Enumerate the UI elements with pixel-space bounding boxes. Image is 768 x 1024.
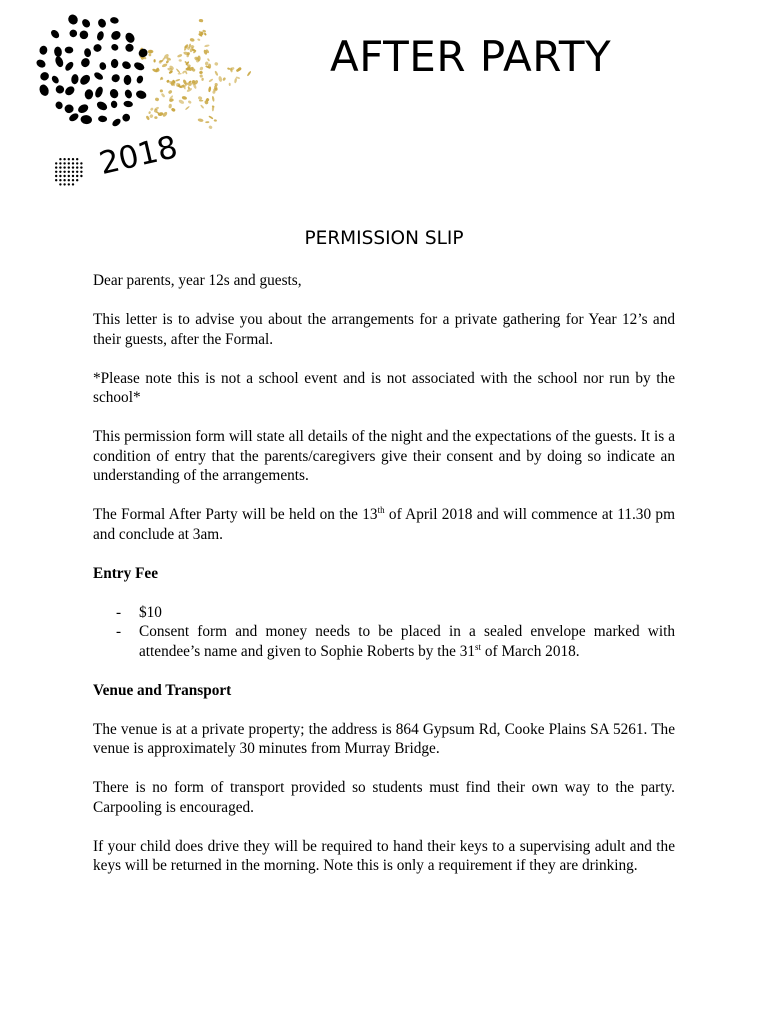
- star-speckle: [199, 74, 203, 78]
- black-dot: [93, 44, 102, 53]
- small-dot: [80, 171, 82, 173]
- year-label: 2018: [95, 129, 181, 182]
- entry-fee-list: [93, 603, 675, 662]
- black-dot: [124, 89, 133, 100]
- small-dot: [59, 183, 61, 185]
- small-dot: [55, 179, 57, 181]
- small-dot: [72, 175, 74, 177]
- star-speckle: [212, 96, 215, 102]
- consent-text-rest: of March 2018.: [481, 642, 580, 660]
- black-dot: [77, 103, 90, 115]
- permission-slip-heading: PERMISSION SLIP: [304, 228, 464, 249]
- star-speckle: [201, 78, 204, 81]
- small-dot: [68, 158, 70, 160]
- gold-star-icon: [139, 19, 252, 130]
- black-dot: [97, 18, 108, 29]
- black-dot: [98, 115, 108, 122]
- fee-amount: $10: [139, 603, 162, 621]
- star-speckle: [185, 106, 190, 111]
- small-dot: [63, 158, 65, 160]
- star-speckle: [153, 59, 155, 62]
- list-item: [93, 622, 675, 661]
- small-dot: [72, 162, 74, 164]
- black-dot: [110, 17, 120, 25]
- star-speckle: [179, 59, 182, 62]
- black-dot: [123, 100, 133, 107]
- star-speckle: [148, 53, 151, 56]
- star-speckle: [177, 54, 183, 58]
- small-dot: [63, 171, 65, 173]
- star-speckle: [148, 50, 154, 54]
- black-dot: [125, 43, 134, 52]
- small-dot: [55, 166, 57, 168]
- black-dot: [54, 100, 64, 110]
- small-dot: [55, 162, 57, 164]
- star-speckle: [214, 119, 218, 122]
- small-dot: [55, 171, 57, 173]
- star-speckle: [184, 70, 187, 74]
- black-dot: [64, 60, 75, 72]
- black-dot: [136, 75, 145, 85]
- small-dot: [63, 179, 65, 181]
- small-dot: [68, 175, 70, 177]
- small-dot: [76, 158, 78, 160]
- black-dot: [111, 117, 122, 128]
- small-dot: [68, 183, 70, 185]
- star-speckle: [200, 104, 204, 109]
- star-speckle: [199, 66, 204, 71]
- keys-paragraph: If your child does drive they will be required to hand their keys to a supervising adult and the keys will be returned in the morning. Note this is only a requirement if they are drinking.: [93, 837, 675, 874]
- small-dot: [76, 162, 78, 164]
- letter-body: [93, 271, 675, 895]
- consent-text: Consent form and money needs to be placed in a sealed envelope marked with attendee’s name and given to Sophie Roberts by the 31: [139, 623, 675, 660]
- star-speckle: [154, 116, 158, 119]
- star-speckle: [199, 71, 203, 74]
- star-speckle: [187, 100, 191, 104]
- black-dot: [54, 55, 65, 68]
- page-title: AFTER PARTY: [330, 32, 612, 81]
- black-dot: [84, 89, 94, 100]
- star-speckle: [218, 76, 223, 82]
- black-dot: [65, 47, 74, 54]
- small-dot: [59, 179, 61, 181]
- small-dot: [68, 162, 70, 164]
- black-dot: [124, 75, 132, 85]
- black-dot: [69, 29, 78, 38]
- black-dot: [78, 73, 92, 87]
- star-speckle: [178, 99, 185, 105]
- black-dot: [124, 31, 137, 44]
- star-speckle: [149, 114, 154, 119]
- black-dot: [133, 61, 146, 72]
- star-speckle: [155, 97, 160, 102]
- star-speckle: [171, 107, 176, 112]
- small-dot: [76, 166, 78, 168]
- date-superscript: th: [377, 505, 385, 515]
- star-speckle: [148, 111, 151, 114]
- small-dot-circle-icon: [55, 158, 83, 186]
- black-dot: [135, 89, 147, 100]
- star-speckle: [214, 70, 218, 76]
- star-speckle: [205, 121, 209, 123]
- small-dot: [76, 175, 78, 177]
- small-dot: [68, 171, 70, 173]
- black-dot: [39, 45, 48, 55]
- small-dot: [68, 166, 70, 168]
- star-speckle: [189, 38, 195, 43]
- black-dot: [84, 48, 92, 58]
- black-dot: [80, 57, 92, 69]
- small-dot: [63, 162, 65, 164]
- small-dot: [72, 183, 74, 185]
- small-dot: [59, 158, 61, 160]
- black-dot: [80, 18, 91, 30]
- black-dot: [38, 83, 51, 97]
- disclaimer-paragraph: *Please note this is not a school event and is not associated with the school nor run by the school*: [93, 369, 675, 406]
- black-dot: [55, 85, 64, 94]
- black-dot: [109, 29, 122, 41]
- small-dot: [63, 183, 65, 185]
- star-speckle: [214, 62, 219, 67]
- small-dot: [59, 175, 61, 177]
- small-dot: [63, 175, 65, 177]
- black-dot-circle-icon: [35, 13, 149, 128]
- star-speckle: [229, 83, 231, 86]
- transport-paragraph: There is no form of transport provided so students must find their own way to the party. Carpooling is encouraged.: [93, 779, 675, 816]
- small-dot: [76, 179, 78, 181]
- black-dot: [95, 100, 108, 112]
- star-speckle: [150, 107, 154, 111]
- star-speckle: [247, 71, 252, 77]
- star-speckle: [161, 93, 166, 98]
- small-dot: [72, 179, 74, 181]
- greeting: Dear parents, year 12s and guests,: [93, 272, 302, 289]
- black-dot: [110, 73, 121, 84]
- black-dot: [80, 114, 93, 124]
- black-dot: [94, 86, 105, 99]
- star-speckle: [208, 125, 213, 130]
- small-dot: [80, 166, 82, 168]
- black-dot: [68, 112, 80, 123]
- star-speckle: [208, 78, 213, 82]
- black-dot: [63, 85, 76, 97]
- black-dot: [39, 71, 51, 83]
- black-dot: [54, 46, 63, 57]
- small-dot: [59, 171, 61, 173]
- black-dot: [110, 100, 118, 108]
- star-speckle: [222, 77, 226, 81]
- star-speckle: [199, 19, 204, 23]
- small-dot: [63, 166, 65, 168]
- black-dot: [93, 71, 104, 81]
- star-speckle: [197, 38, 201, 41]
- details-paragraph: This permission form will state all details of the night and the expectations of the guests. It is a condition of entry that the parents/caregivers give their consent and by doing so indicate an understanding of the arrangements.: [93, 428, 675, 484]
- intro-paragraph: This letter is to advise you about the arrangements for a private gathering for Year 12’s and their guests, after the Formal.: [93, 311, 675, 348]
- star-speckle: [161, 63, 167, 68]
- black-dot: [111, 59, 119, 68]
- date-text-rest: of April 2018 and will commence at 11.30 pm and conclude at 3am.: [93, 506, 675, 543]
- date-text: The Formal After Party will be held on the 13: [93, 506, 378, 523]
- entry-fee-heading: Entry Fee: [93, 564, 158, 582]
- black-dot: [50, 74, 60, 84]
- small-dot: [72, 171, 74, 173]
- star-speckle: [234, 78, 237, 84]
- star-speckle: [160, 89, 164, 92]
- black-dot: [35, 58, 47, 69]
- small-dot: [68, 179, 70, 181]
- star-speckle: [176, 83, 179, 87]
- black-dot: [108, 88, 119, 100]
- star-speckle: [197, 118, 203, 122]
- black-dot: [64, 104, 73, 113]
- star-speckle: [204, 32, 207, 35]
- star-speckle: [178, 73, 182, 75]
- star-speckle: [181, 96, 187, 101]
- star-speckle: [175, 79, 180, 82]
- star-speckle: [176, 68, 181, 73]
- consent-superscript: st: [475, 641, 482, 652]
- black-dot: [96, 30, 105, 41]
- black-dot: [110, 43, 119, 52]
- black-dot: [49, 28, 60, 40]
- star-speckle: [207, 58, 210, 62]
- star-speckle: [204, 44, 210, 47]
- small-dot: [72, 166, 74, 168]
- venue-heading: Venue and Transport: [93, 681, 232, 699]
- black-dot: [121, 113, 131, 123]
- small-dot: [80, 162, 82, 164]
- small-dot: [55, 175, 57, 177]
- black-dot: [66, 13, 79, 27]
- date-paragraph: [93, 505, 675, 544]
- black-dot: [71, 74, 79, 85]
- star-speckle: [208, 86, 212, 92]
- black-dot: [121, 60, 132, 71]
- black-dot: [80, 30, 89, 39]
- black-dot: [98, 61, 107, 70]
- venue-address-paragraph: The venue is at a private property; the address is 864 Gypsum Rd, Cooke Plains SA 5261. The venue is approximately 30 minutes from Murray Bridge.: [93, 720, 675, 757]
- star-speckle: [168, 90, 173, 95]
- small-dot: [76, 171, 78, 173]
- small-dot: [80, 175, 82, 177]
- small-dot: [59, 162, 61, 164]
- small-dot: [59, 166, 61, 168]
- star-speckle: [208, 115, 213, 119]
- star-speckle: [145, 115, 150, 120]
- star-speckle: [199, 100, 203, 102]
- black-dot: [137, 47, 149, 59]
- small-dot: [72, 158, 74, 160]
- star-speckle: [168, 104, 172, 109]
- list-item: [93, 603, 675, 623]
